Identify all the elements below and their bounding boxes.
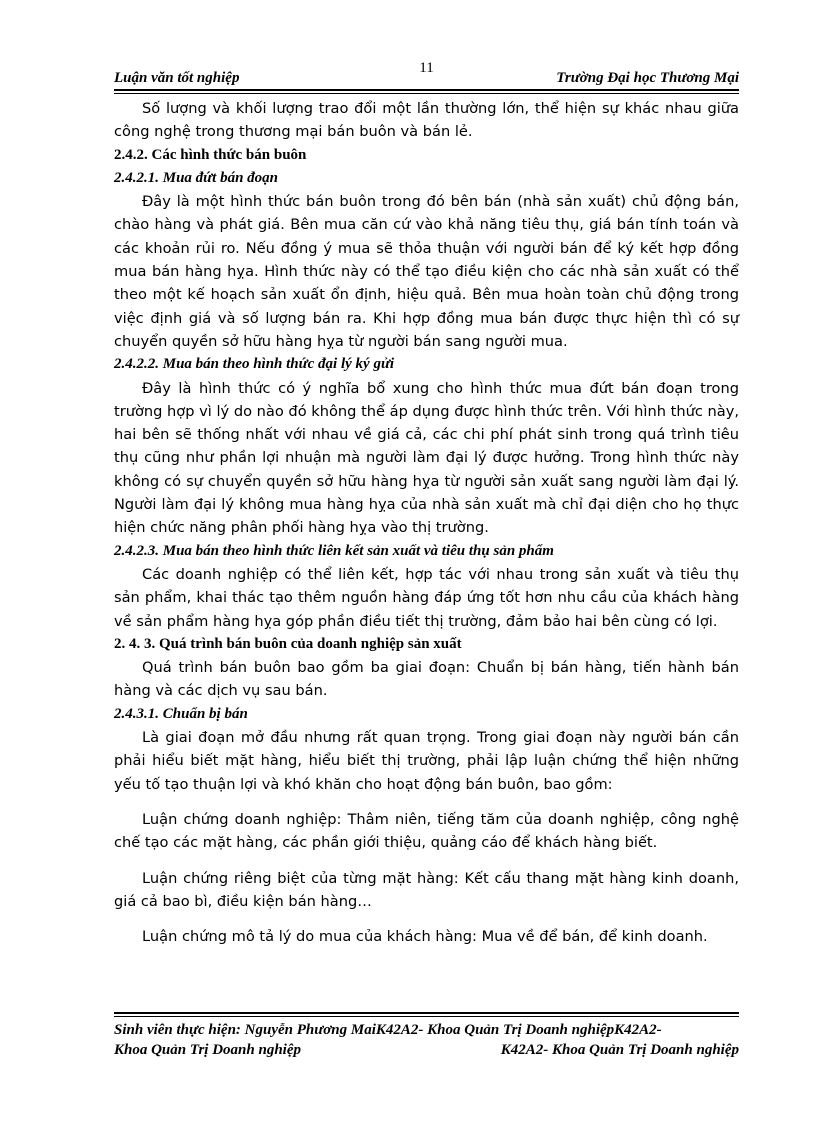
footer-faculty-right: K42A2- Khoa Quản Trị Doanh nghiệp	[500, 1042, 739, 1058]
header-rule-thin	[114, 93, 739, 94]
subsection-heading: 2.4.2.1. Mua đứt bán đoạn	[114, 169, 279, 186]
paragraph: Đây là hình thức có ý nghĩa bổ xung cho hình thức mua đứt bán đoạn trong trường hợp vì lý do nào đó không thể áp dụng được hình thức trên. Với hình thức này, hai bên sẽ thống nhất với nhau về giá cả, các chi phí phát sinh trong quá trình tiêu thụ cũng như phần lợi nhuận mà người làm đại lý được hưởng. Trong hình thức này không có sự chuyển quyền sở hữu hàng hỵa từ người sản xuất sang người làm đại lý. Người làm đại lý không mua hàng hỵa của nhà sản xuất mà chỉ đại diện cho họ thực hiện chức năng phân phối hàng hỵa vào thị trường.	[114, 379, 739, 537]
page-number: 11	[419, 60, 434, 76]
footer-second-line	[114, 1040, 739, 1060]
footer-author-line: Sinh viên thực hiện: Nguyễn Phương MaiK42A2- Khoa Quản Trị Doanh nghiệpK42A2-	[114, 1022, 662, 1038]
paragraph: Số lượng và khối lượng trao đổi một lần thường lớn, thể hiện sự khác nhau giữa công nghệ trong thương mại bán buôn và bán lẻ.	[114, 100, 739, 141]
section-heading: 2. 4. 3. Quá trình bán buôn của doanh nghiệp sản xuất	[114, 635, 462, 652]
header-thesis-label: Luận văn tốt nghiệp	[114, 70, 240, 86]
paragraph: Quá trình bán buôn bao gồm ba giai đoạn: Chuẩn bị bán hàng, tiến hành bán hàng và các dịch vụ sau bán.	[114, 659, 739, 700]
subsection-heading: 2.4.2.3. Mua bán theo hình thức liên kết sản xuất và tiêu thụ sản phẩm	[114, 542, 554, 559]
footer-faculty-left: Khoa Quản Trị Doanh nghiệp	[114, 1042, 302, 1058]
paragraph: Luận chứng doanh nghiệp: Thâm niên, tiếng tăm của doanh nghiệp, công nghệ chế tạo các mặt hàng, các phần giới thiệu, quảng cáo để khách hàng biết.	[114, 810, 739, 852]
paragraph: Luận chứng riêng biệt của từng mặt hàng: Kết cấu thang mặt hàng kinh doanh, giá cả bao bì, điều kiện bán hàng…	[114, 869, 739, 910]
document-body	[114, 97, 739, 948]
header-university-label: Trường Đại học Thương Mại	[556, 70, 739, 86]
section-heading: 2.4.2. Các hình thức bán buôn	[114, 146, 307, 163]
paragraph: Luận chứng mô tả lý do mua của khách hàng: Mua về để bán, để kinh doanh.	[142, 928, 708, 946]
paragraph: Đây là một hình thức bán buôn trong đó bên bán (nhà sản xuất) chủ động bán, chào hàng và phát giá. Bên mua căn cứ vào khả năng tiêu thụ, giá bán tính toán và các khoản rủi ro. Nếu đồng ý mua sẽ thỏa thuận với người bán để ký kết hợp đồng mua bán hàng hỵa. Hình thức này có thể tạo điều kiện cho các nhà sản xuất có thể theo một kế hoạch sản xuất ổn định, hiệu quả. Bên mua hoàn toàn chủ động trong việc định giá và số lượng bán ra. Khi hợp đồng mua bán được thực hiện thì có sự chuyển quyền sở hữu hàng hỵa từ người bán sang người mua.	[114, 193, 739, 350]
subsection-heading: 2.4.2.2. Mua bán theo hình thức đại lý ký gửi	[114, 356, 395, 373]
footer-rule-thin	[114, 1016, 739, 1017]
page-footer	[114, 1020, 739, 1060]
paragraph: Là giai đoạn mở đầu nhưng rất quan trọng. Trong giai đoạn này người bán cần phải hiểu biết mặt hàng, hiểu biết thị trường, phải lập luận chứng thể hiện những yếu tố tạo thuận lợi và khó khăn cho hoạt động bán buôn, bao gồm:	[114, 729, 739, 793]
subsection-heading: 2.4.3.1. Chuẩn bị bán	[114, 705, 248, 722]
header-rule-thick	[114, 89, 739, 91]
footer-rule-thick	[114, 1012, 739, 1014]
paragraph: Các doanh nghiệp có thể liên kết, hợp tác với nhau trong sản xuất và tiêu thụ sản phẩm, khai thác tạo thêm nguồn hàng đáp ứng tốt hơn nhu cầu của khách hàng về sản phẩm hàng hỵa góp phần điều tiết thị trường, đảm bảo hai bên cùng có lợi.	[114, 565, 739, 630]
page-header	[114, 58, 739, 88]
